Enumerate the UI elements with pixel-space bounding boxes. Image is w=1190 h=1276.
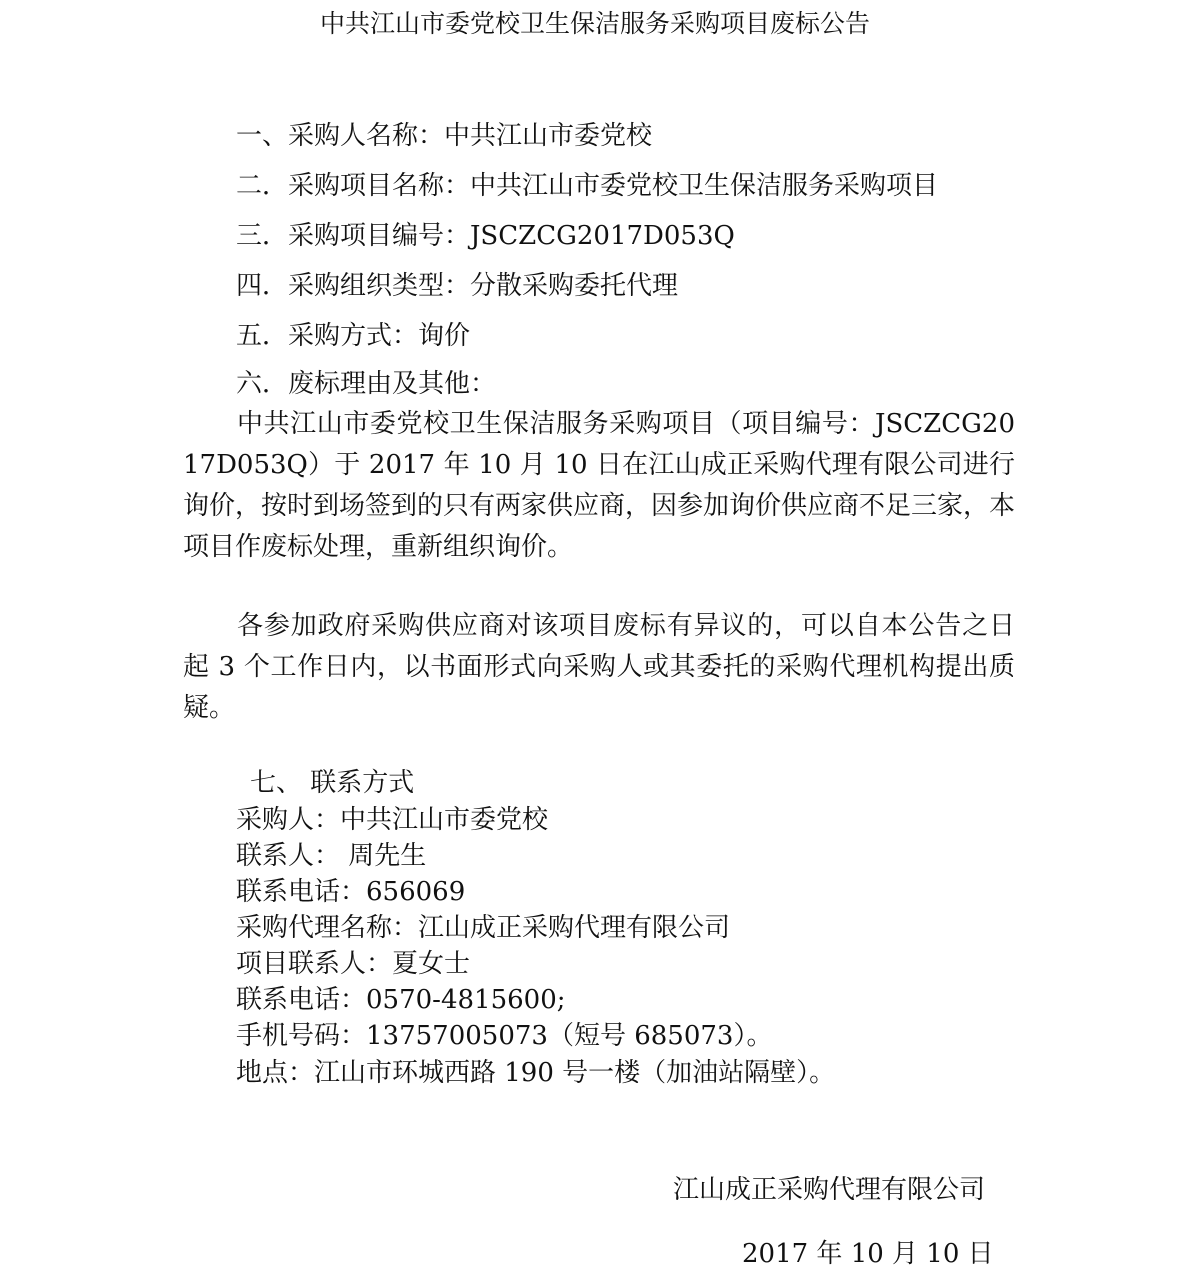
item-reason-heading: 六．废标理由及其他： xyxy=(236,369,497,399)
contact-heading: 七、 联系方式 xyxy=(250,768,415,798)
contact-line-agency-phone: 联系电话：0570-4815600; xyxy=(236,985,566,1015)
signature-company: 江山成正采购代理有限公司 xyxy=(673,1175,986,1205)
contact-line-agency-name: 采购代理名称：江山成正采购代理有限公司 xyxy=(236,913,731,943)
item-project-number: 三．采购项目编号：JSCZCG2017D053Q xyxy=(236,221,735,251)
contact-line-mobile: 手机号码：13757005073（短号 685073）。 xyxy=(236,1021,773,1051)
contact-line-contact-person: 联系人： 周先生 xyxy=(236,841,427,871)
objection-paragraph: 各参加政府采购供应商对该项目废标有异议的，可以自本公告之日起 3 个工作日内，以书面形式向采购人或其委托的采购代理机构提出质疑。 xyxy=(183,611,1015,723)
contact-line-purchaser: 采购人：中共江山市委党校 xyxy=(236,805,549,835)
document-title: 中共江山市委党校卫生保洁服务采购项目废标公告 xyxy=(319,9,870,38)
reason-paragraph: 中共江山市委党校卫生保洁服务采购项目（项目编号：JSCZCG2017D053Q）于 2017 年 10 月 10 日在江山成正采购代理有限公司进行询价，按时到场签到的只有两家供应商，因参加询价供应商不足三家，本项目作废标处理，重新组织询价。 xyxy=(183,409,1016,562)
item-organization-type: 四．采购组织类型：分散采购委托代理 xyxy=(236,271,679,301)
contact-line-address: 地点：江山市环城西路 190 号一楼（加油站隔壁）。 xyxy=(236,1058,836,1088)
signature-date: 2017 年 10 月 10 日 xyxy=(742,1239,994,1269)
item-project-name: 二．采购项目名称：中共江山市委党校卫生保洁服务采购项目 xyxy=(236,171,939,201)
contact-line-project-contact: 项目联系人：夏女士 xyxy=(236,949,471,979)
item-procurement-method: 五．采购方式：询价 xyxy=(236,321,471,351)
item-purchaser-name: 一、采购人名称：中共江山市委党校 xyxy=(236,121,653,151)
contact-line-phone: 联系电话：656069 xyxy=(236,877,466,907)
